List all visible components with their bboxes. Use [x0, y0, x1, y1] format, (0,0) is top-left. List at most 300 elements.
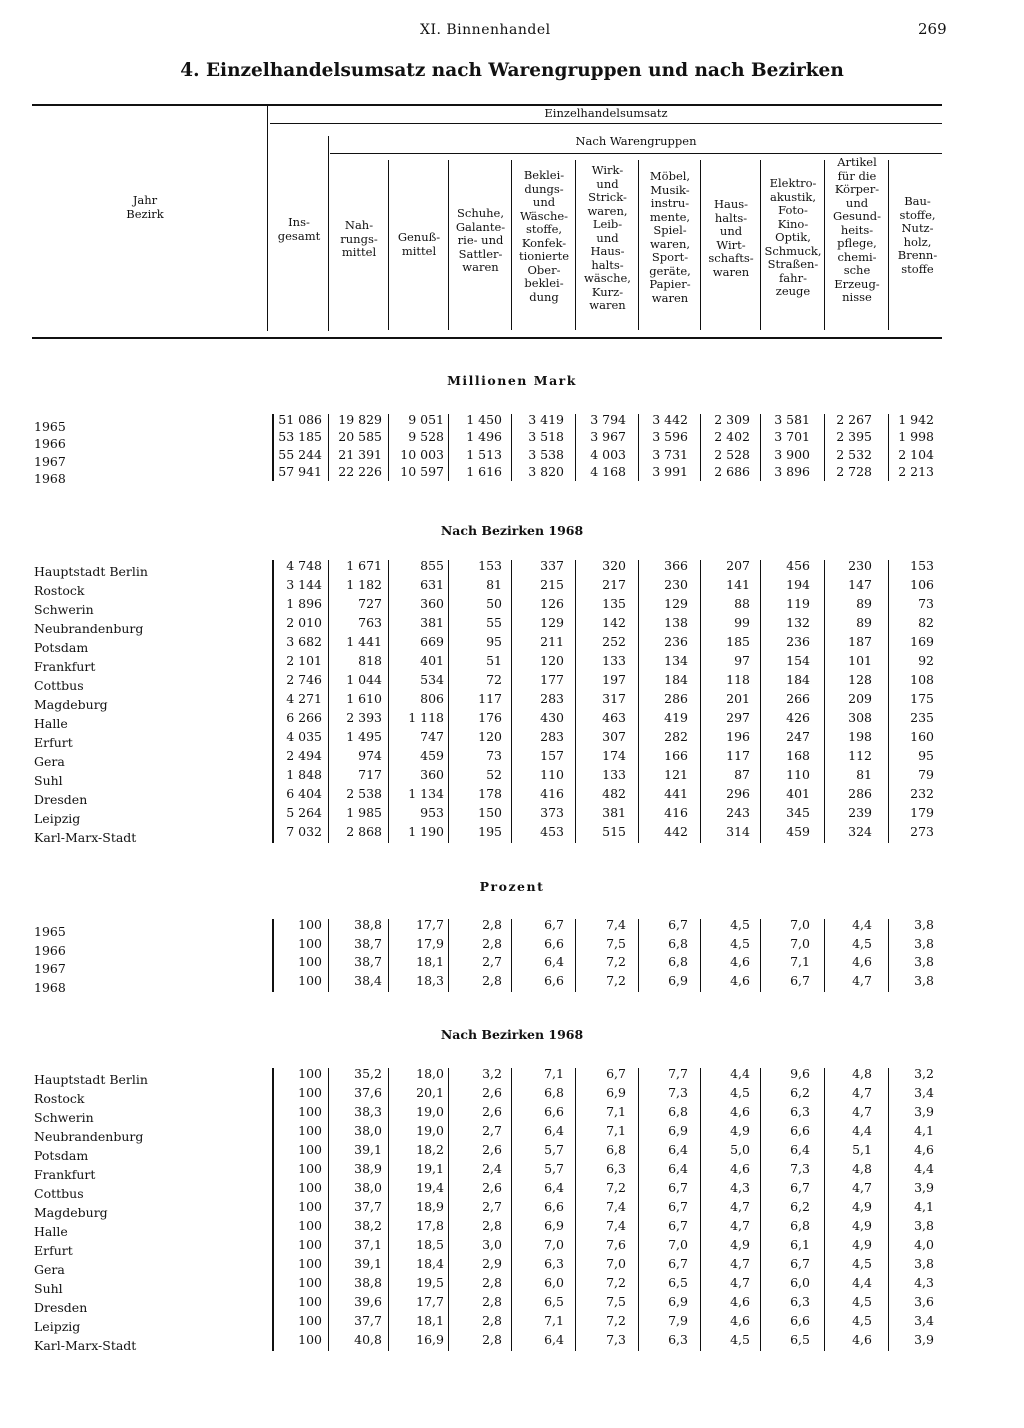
- cell-value: 3,4: [914, 1313, 934, 1328]
- cell-value: 10 597: [400, 463, 444, 479]
- cell-value: 7,9: [668, 1313, 688, 1328]
- cell-value: 4,4: [852, 1275, 872, 1290]
- cell-value: 39,1: [354, 1142, 382, 1157]
- cell-value: 211: [540, 634, 564, 649]
- cell-value: 6,5: [790, 1332, 810, 1347]
- cell-value: 6,7: [606, 1066, 626, 1081]
- cell-value: 1 513: [466, 446, 502, 462]
- cell-value: 806: [420, 691, 444, 706]
- cell-value: 2,6: [482, 1104, 502, 1119]
- cell-value: 4,6: [730, 1294, 750, 1309]
- row-label: [34, 471, 258, 486]
- cell-value: 283: [540, 691, 564, 706]
- cell-value: 266: [786, 691, 810, 706]
- section-heading: Prozent: [479, 879, 545, 894]
- table-row: [0, 1237, 1024, 1256]
- cell-value: 100: [298, 1275, 322, 1290]
- cell-value: 4,5: [730, 935, 750, 951]
- cell-value: 6,3: [790, 1294, 810, 1309]
- row-label-text: Suhl: [34, 773, 66, 788]
- cell-value: 515: [602, 824, 626, 839]
- row-label: [34, 1338, 258, 1353]
- cell-value: 133: [602, 767, 626, 782]
- cell-value: 18,0: [416, 1066, 444, 1081]
- cell-value: 38,8: [354, 1275, 382, 1290]
- cell-value: 7,4: [606, 1199, 626, 1214]
- cell-value: 282: [664, 729, 688, 744]
- cell-value: 2 213: [898, 463, 934, 479]
- cell-value: 184: [786, 672, 810, 687]
- cell-value: 3 538: [528, 446, 564, 462]
- cell-value: 1 985: [346, 805, 382, 820]
- column-divider: [760, 160, 761, 330]
- cell-value: 101: [848, 653, 872, 668]
- column-divider: [700, 160, 701, 330]
- cell-value: 1 998: [898, 429, 934, 445]
- row-label-text: Erfurt: [34, 1243, 76, 1258]
- cell-value: 7,2: [606, 1313, 626, 1328]
- header-bottom-rule: [32, 337, 942, 339]
- cell-value: 21 391: [338, 446, 382, 462]
- cell-value: 1 182: [346, 577, 382, 592]
- cell-value: 381: [602, 805, 626, 820]
- cell-value: 97: [734, 653, 750, 668]
- cell-value: 6,6: [544, 973, 564, 989]
- cell-value: 184: [664, 672, 688, 687]
- cell-value: 4,8: [852, 1161, 872, 1176]
- cell-value: 631: [420, 577, 444, 592]
- column-header-7: Haus- halts- und Wirt- schafts- waren: [708, 197, 754, 279]
- cell-value: 37,1: [354, 1237, 382, 1252]
- cell-value: 55 244: [278, 446, 322, 462]
- row-label-text: Magdeburg: [34, 1205, 111, 1220]
- cell-value: 38,0: [354, 1123, 382, 1138]
- cell-value: 117: [478, 691, 502, 706]
- cell-value: 6,3: [606, 1161, 626, 1176]
- cell-value: 3,8: [914, 954, 934, 970]
- cell-value: 1 495: [346, 729, 382, 744]
- cell-value: 2,7: [482, 1123, 502, 1138]
- cell-value: 100: [298, 1161, 322, 1176]
- cell-value: 6,5: [668, 1275, 688, 1290]
- cell-value: 7,2: [606, 1275, 626, 1290]
- cell-value: 2,8: [482, 1313, 502, 1328]
- cell-value: 6,0: [544, 1275, 564, 1290]
- cell-value: 6,7: [790, 973, 810, 989]
- row-label-text: Hauptstadt Berlin: [34, 564, 151, 579]
- cell-value: 153: [910, 558, 934, 573]
- cell-value: 7,5: [606, 935, 626, 951]
- cell-value: 6,4: [544, 954, 564, 970]
- cell-value: 4,7: [852, 1180, 872, 1195]
- table-row: [0, 767, 1024, 786]
- cell-value: 3 991: [652, 463, 688, 479]
- cell-value: 4,4: [914, 1161, 934, 1176]
- cell-value: 37,6: [354, 1085, 382, 1100]
- cell-value: 147: [848, 577, 872, 592]
- table-row: [0, 1332, 1024, 1351]
- cell-value: 3 900: [774, 446, 810, 462]
- cell-value: 4,4: [852, 1123, 872, 1138]
- cell-value: 129: [664, 596, 688, 611]
- cell-value: 37,7: [354, 1313, 382, 1328]
- row-label-text: Suhl: [34, 1281, 66, 1296]
- cell-value: 6,7: [668, 917, 688, 932]
- cell-value: 6,7: [668, 1180, 688, 1195]
- cell-value: 3,8: [914, 973, 934, 989]
- table-row: [0, 729, 1024, 748]
- table-row: [0, 1313, 1024, 1332]
- header-top-rule: [32, 104, 942, 106]
- cell-value: 324: [848, 824, 872, 839]
- cell-value: 6 266: [286, 710, 322, 725]
- row-label: [34, 980, 258, 995]
- cell-value: 157: [540, 748, 564, 763]
- cell-value: 7,3: [790, 1161, 810, 1176]
- cell-value: 100: [298, 1085, 322, 1100]
- cell-value: 1 450: [466, 412, 502, 427]
- cell-value: 3 419: [528, 412, 564, 427]
- cell-value: 4,9: [730, 1123, 750, 1138]
- row-label-text: Potsdam: [34, 1148, 91, 1163]
- cell-value: 4 748: [286, 558, 322, 573]
- cell-value: 4,7: [730, 1218, 750, 1233]
- cell-value: 201: [726, 691, 750, 706]
- cell-value: 232: [910, 786, 934, 801]
- cell-value: 4,8: [852, 1066, 872, 1081]
- cell-value: 166: [664, 748, 688, 763]
- cell-value: 2,4: [482, 1161, 502, 1176]
- cell-value: 2 309: [714, 412, 750, 427]
- table-row: [0, 1256, 1024, 1275]
- cell-value: 373: [540, 805, 564, 820]
- cell-value: 18,9: [416, 1199, 444, 1214]
- cell-value: 160: [910, 729, 934, 744]
- cell-value: 430: [540, 710, 564, 725]
- cell-value: 3 967: [590, 429, 626, 445]
- cell-value: 4,5: [852, 1313, 872, 1328]
- cell-value: 345: [786, 805, 810, 820]
- row-label-text: Halle: [34, 1224, 71, 1239]
- cell-value: 5 264: [286, 805, 322, 820]
- cell-value: 4,9: [852, 1237, 872, 1252]
- cell-value: 3,4: [914, 1085, 934, 1100]
- cell-value: 6,2: [790, 1199, 810, 1214]
- cell-value: 308: [848, 710, 872, 725]
- header-sub-rule: [330, 153, 942, 154]
- cell-value: 17,7: [416, 1294, 444, 1309]
- cell-value: 100: [298, 1104, 322, 1119]
- cell-value: 4 271: [286, 691, 322, 706]
- cell-value: 2 393: [346, 710, 382, 725]
- cell-value: 100: [298, 1142, 322, 1157]
- cell-value: 215: [540, 577, 564, 592]
- row-label-text: 1966: [34, 943, 69, 958]
- cell-value: 87: [734, 767, 750, 782]
- table-row: [0, 1275, 1024, 1294]
- row-label-text: Erfurt: [34, 735, 76, 750]
- cell-value: 953: [420, 805, 444, 820]
- cell-value: 3,8: [914, 917, 934, 932]
- cell-value: 1 896: [286, 596, 322, 611]
- cell-value: 401: [786, 786, 810, 801]
- cell-value: 38,8: [354, 917, 382, 932]
- cell-value: 4,3: [730, 1180, 750, 1195]
- cell-value: 175: [910, 691, 934, 706]
- cell-value: 100: [298, 1199, 322, 1214]
- cell-value: 100: [298, 1313, 322, 1328]
- table-row: [0, 786, 1024, 805]
- cell-value: 416: [664, 805, 688, 820]
- cell-value: 6,6: [544, 935, 564, 951]
- cell-value: 2 528: [714, 446, 750, 462]
- cell-value: 4,4: [730, 1066, 750, 1081]
- cell-value: 3 820: [528, 463, 564, 479]
- cell-value: 129: [540, 615, 564, 630]
- cell-value: 717: [358, 767, 382, 782]
- table-row: [0, 615, 1024, 634]
- cell-value: 38,7: [354, 935, 382, 951]
- cell-value: 110: [540, 767, 564, 782]
- cell-value: 247: [786, 729, 810, 744]
- cell-value: 419: [664, 710, 688, 725]
- cell-value: 6,3: [544, 1256, 564, 1271]
- cell-value: 4,6: [730, 954, 750, 970]
- cell-value: 4,5: [852, 1294, 872, 1309]
- cell-value: 209: [848, 691, 872, 706]
- cell-value: 2,8: [482, 973, 502, 989]
- column-header-2: Genuß- mittel: [397, 230, 441, 258]
- leader-dots: [34, 783, 258, 784]
- cell-value: 337: [540, 558, 564, 573]
- column-header-9: Artikel für die Körper- und Gesund- heits- pflege, chemi- sche Erzeug- nisse: [833, 155, 881, 304]
- cell-value: 6,3: [790, 1104, 810, 1119]
- row-label-text: 1968: [34, 980, 69, 995]
- table-row: [0, 824, 1024, 843]
- cell-value: 142: [602, 615, 626, 630]
- column-header-4: Beklei- dungs- und Wäsche- stoffe, Konfek- tionierte Ober- beklei- dung: [518, 168, 570, 304]
- cell-value: 6,9: [668, 973, 688, 989]
- cell-value: 121: [664, 767, 688, 782]
- cell-value: 169: [910, 634, 934, 649]
- cell-value: 57 941: [278, 463, 322, 479]
- cell-value: 2,8: [482, 1294, 502, 1309]
- cell-value: 99: [734, 615, 750, 630]
- cell-value: 82: [918, 615, 934, 630]
- cell-value: 38,2: [354, 1218, 382, 1233]
- cell-value: 4,5: [730, 1332, 750, 1347]
- cell-value: 95: [486, 634, 502, 649]
- cell-value: 18,1: [416, 954, 444, 970]
- cell-value: 236: [786, 634, 810, 649]
- cell-value: 100: [298, 1066, 322, 1081]
- cell-value: 10 003: [400, 446, 444, 462]
- cell-value: 5,7: [544, 1161, 564, 1176]
- cell-value: 669: [420, 634, 444, 649]
- cell-value: 296: [726, 786, 750, 801]
- cell-value: 401: [420, 653, 444, 668]
- cell-value: 7,1: [606, 1123, 626, 1138]
- cell-value: 286: [848, 786, 872, 801]
- cell-value: 2 538: [346, 786, 382, 801]
- cell-value: 198: [848, 729, 872, 744]
- cell-value: 19 829: [338, 412, 382, 427]
- cell-value: 4,5: [852, 935, 872, 951]
- header-total-divider: [328, 136, 329, 331]
- cell-value: 6,4: [668, 1142, 688, 1157]
- cell-value: 22 226: [338, 463, 382, 479]
- cell-value: 5,0: [730, 1142, 750, 1157]
- cell-value: 7 032: [286, 824, 322, 839]
- table-row: [0, 653, 1024, 672]
- cell-value: 17,9: [416, 935, 444, 951]
- cell-value: 138: [664, 615, 688, 630]
- cell-value: 3,9: [914, 1332, 934, 1347]
- row-label-text: Cottbus: [34, 1186, 87, 1201]
- cell-value: 177: [540, 672, 564, 687]
- cell-value: 112: [848, 748, 872, 763]
- cell-value: 442: [664, 824, 688, 839]
- cell-value: 4 035: [286, 729, 322, 744]
- cell-value: 1 496: [466, 429, 502, 445]
- cell-value: 72: [486, 672, 502, 687]
- cell-value: 100: [298, 1332, 322, 1347]
- column-divider: [388, 160, 389, 330]
- cell-value: 2 868: [346, 824, 382, 839]
- cell-value: 141: [726, 577, 750, 592]
- cell-value: 134: [664, 653, 688, 668]
- cell-value: 73: [486, 748, 502, 763]
- cell-value: 19,0: [416, 1123, 444, 1138]
- cell-value: 3,2: [482, 1066, 502, 1081]
- cell-value: 7,6: [606, 1237, 626, 1252]
- cell-value: 19,1: [416, 1161, 444, 1176]
- cell-value: 3,0: [482, 1237, 502, 1252]
- cell-value: 185: [726, 634, 750, 649]
- cell-value: 38,0: [354, 1180, 382, 1195]
- cell-value: 132: [786, 615, 810, 630]
- cell-value: 179: [910, 805, 934, 820]
- cell-value: 100: [298, 973, 322, 989]
- cell-value: 40,8: [354, 1332, 382, 1347]
- column-divider: [511, 160, 512, 330]
- cell-value: 4,6: [914, 1142, 934, 1157]
- cell-value: 19,5: [416, 1275, 444, 1290]
- cell-value: 463: [602, 710, 626, 725]
- cell-value: 1 441: [346, 634, 382, 649]
- cell-value: 6,6: [544, 1199, 564, 1214]
- cell-value: 360: [420, 767, 444, 782]
- cell-value: 6,6: [790, 1123, 810, 1138]
- cell-value: 2 728: [836, 463, 872, 479]
- cell-value: 4,6: [730, 973, 750, 989]
- row-label-text: Halle: [34, 716, 71, 731]
- cell-value: 3 896: [774, 463, 810, 479]
- cell-value: 7,0: [606, 1256, 626, 1271]
- cell-value: 3,9: [914, 1104, 934, 1119]
- cell-value: 6,8: [544, 1085, 564, 1100]
- table-row: [0, 691, 1024, 710]
- cell-value: 120: [540, 653, 564, 668]
- cell-value: 7,3: [668, 1085, 688, 1100]
- cell-value: 6,6: [544, 1104, 564, 1119]
- cell-value: 6,8: [668, 1104, 688, 1119]
- table-row: [0, 1142, 1024, 1161]
- cell-value: 3,8: [914, 1256, 934, 1271]
- header-sub: Nach Warengruppen: [575, 134, 697, 148]
- cell-value: 89: [856, 596, 872, 611]
- cell-value: 6,4: [544, 1180, 564, 1195]
- cell-value: 52: [486, 767, 502, 782]
- column-header-1: Nah- rungs- mittel: [340, 218, 378, 259]
- cell-value: 3 581: [774, 412, 810, 427]
- table-title: 4. Einzelhandelsumsatz nach Warengruppen und nach Bezirken: [180, 60, 844, 81]
- table-row: [0, 463, 1024, 486]
- cell-value: 19,0: [416, 1104, 444, 1119]
- cell-value: 3,2: [914, 1066, 934, 1081]
- table-row: [0, 577, 1024, 596]
- cell-value: 283: [540, 729, 564, 744]
- cell-value: 763: [358, 615, 382, 630]
- section-heading: Nach Bezirken 1968: [440, 1027, 584, 1042]
- cell-value: 100: [298, 954, 322, 970]
- cell-value: 4,9: [730, 1237, 750, 1252]
- cell-value: 230: [848, 558, 872, 573]
- cell-value: 197: [602, 672, 626, 687]
- cell-value: 89: [856, 615, 872, 630]
- cell-value: 174: [602, 748, 626, 763]
- cell-value: 4,1: [914, 1199, 934, 1214]
- header-stub: Jahr Bezirk: [126, 193, 164, 221]
- table-row: [0, 954, 1024, 977]
- cell-value: 855: [420, 558, 444, 573]
- cell-value: 441: [664, 786, 688, 801]
- cell-value: 747: [420, 729, 444, 744]
- cell-value: 217: [602, 577, 626, 592]
- cell-value: 7,7: [668, 1066, 688, 1081]
- cell-value: 100: [298, 1237, 322, 1252]
- cell-value: 3 794: [590, 412, 626, 427]
- cell-value: 126: [540, 596, 564, 611]
- cell-value: 18,3: [416, 973, 444, 989]
- cell-value: 6,9: [668, 1294, 688, 1309]
- cell-value: 459: [420, 748, 444, 763]
- cell-value: 1 942: [898, 412, 934, 427]
- cell-value: 2,9: [482, 1256, 502, 1271]
- cell-value: 7,2: [606, 1180, 626, 1195]
- cell-value: 6,9: [668, 1123, 688, 1138]
- cell-value: 4,6: [730, 1161, 750, 1176]
- cell-value: 178: [478, 786, 502, 801]
- cell-value: 9 051: [408, 412, 444, 427]
- table-row: [0, 1180, 1024, 1199]
- table-row: [0, 634, 1024, 653]
- table-row: [0, 1066, 1024, 1085]
- cell-value: 18,2: [416, 1142, 444, 1157]
- cell-value: 230: [664, 577, 688, 592]
- cell-value: 6 404: [286, 786, 322, 801]
- leader-dots: [34, 1291, 258, 1292]
- cell-value: 727: [358, 596, 382, 611]
- cell-value: 3 731: [652, 446, 688, 462]
- cell-value: 4,6: [852, 954, 872, 970]
- cell-value: 2,8: [482, 1218, 502, 1233]
- table-row: [0, 805, 1024, 824]
- cell-value: 19,4: [416, 1180, 444, 1195]
- cell-value: 416: [540, 786, 564, 801]
- cell-value: 1 044: [346, 672, 382, 687]
- cell-value: 154: [786, 653, 810, 668]
